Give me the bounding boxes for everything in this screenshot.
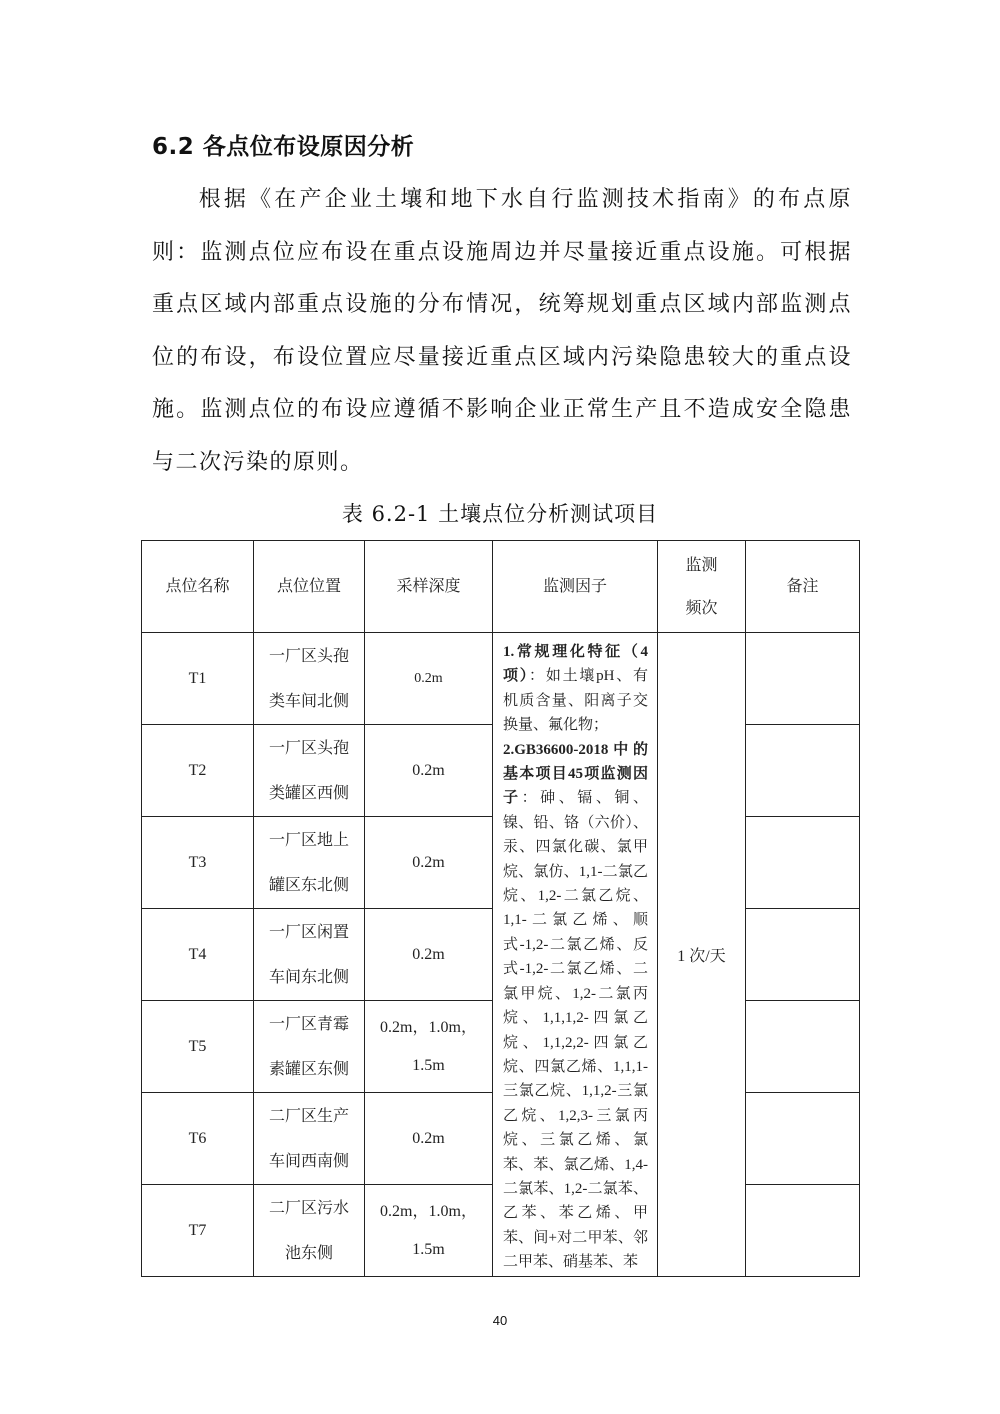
section-paragraph <box>152 174 852 489</box>
sampling-depth: 0.2m <box>365 1093 493 1185</box>
remarks-cell <box>746 1093 860 1185</box>
header-sampling-depth: 采样深度 <box>365 541 493 633</box>
point-location: 一厂区地上罐区东北侧 <box>254 817 365 909</box>
remarks-cell <box>746 1001 860 1093</box>
point-location: 一厂区头孢类罐区西侧 <box>254 725 365 817</box>
point-location: 一厂区闲置车间东北侧 <box>254 909 365 1001</box>
factors-part2-text: ：砷、镉、铜、镍、铅、铬（六价）、汞、四氯化碳、氯甲烷、氯仿、1,1-二氯乙烷、1,2-二氯乙烷、1,1-二氯乙烯、顺式-1,2-二氯乙烯、反式-1,2-二氯乙烯、二氯甲烷、1,2-二氯丙烷、1,1,1,2-四氯乙烷、1,1,2,2-四氯乙烷、四氯乙烯、1,1,1-三氯乙烷、1,1,2-三氯乙烷、1,2,3-三氯丙烷、三氯乙烯、氯苯、苯、氯乙烯、1,4-二氯苯、1,2-二氯苯、乙苯、苯乙烯、甲苯、间+对二甲苯、邻二甲苯、硝基苯、苯 <box>503 790 648 1271</box>
header-point-name: 点位名称 <box>142 541 254 633</box>
table-caption: 表 6.2-1 土壤点位分析测试项目 <box>341 502 659 526</box>
sampling-depth: 0.2m <box>365 725 493 817</box>
paragraph-text: 根据《在产企业土壤和地下水自行监测技术指南》的布点原则：监测点位应布设在重点设施周边并尽量接近重点设施。可根据重点区域内部重点设施的分布情况，统筹规划重点区域内部监测点位的布设，布设位置应尽量接近重点区域内污染隐患较大的重点设施。监测点位的布设应遵循不影响企业正常生产且不造成安全隐患与二次污染的原则。 <box>152 187 852 475</box>
remarks-cell <box>746 725 860 817</box>
point-name: T5 <box>142 1001 254 1093</box>
sampling-depth: 0.2m，1.0m，1.5m <box>365 1185 493 1277</box>
monitoring-frequency-cell: 1 次/天 <box>658 633 746 1277</box>
monitoring-factors-cell <box>493 633 658 1277</box>
remarks-cell <box>746 1185 860 1277</box>
header-remarks: 备注 <box>746 541 860 633</box>
point-name: T2 <box>142 725 254 817</box>
point-name: T4 <box>142 909 254 1001</box>
table-row <box>142 633 860 725</box>
header-monitoring-factors: 监测因子 <box>493 541 658 633</box>
remarks-cell <box>746 817 860 909</box>
point-location: 二厂区污水池东侧 <box>254 1185 365 1277</box>
point-name: T7 <box>142 1185 254 1277</box>
sampling-depth: 0.2m，1.0m，1.5m <box>365 1001 493 1093</box>
sampling-depth: 0.2m <box>365 817 493 909</box>
factors-part2-title: 2.GB36600-2018中的基本项目45项监测因子 <box>503 741 648 807</box>
factors-part1-title: 1.常规理化特征（4项） <box>503 644 648 685</box>
page-number: 40 <box>492 1313 508 1328</box>
sampling-depth: 0.2m <box>365 633 493 725</box>
point-location: 二厂区生产车间西南侧 <box>254 1093 365 1185</box>
section-heading: 6.2 各点位布设原因分析 <box>152 134 415 160</box>
point-name: T6 <box>142 1093 254 1185</box>
factors-part1-text: ：如土壤pH、有机质含量、阳离子交换量、氟化物； <box>503 668 648 734</box>
point-name: T3 <box>142 817 254 909</box>
point-location: 一厂区青霉素罐区东侧 <box>254 1001 365 1093</box>
remarks-cell <box>746 909 860 1001</box>
header-monitoring-frequency: 监测频次 <box>658 541 746 633</box>
point-location: 一厂区头孢类车间北侧 <box>254 633 365 725</box>
point-name: T1 <box>142 633 254 725</box>
soil-sampling-table <box>141 540 860 1277</box>
sampling-depth: 0.2m <box>365 909 493 1001</box>
remarks-cell <box>746 633 860 725</box>
table-header-row <box>142 541 860 633</box>
header-point-location: 点位位置 <box>254 541 365 633</box>
